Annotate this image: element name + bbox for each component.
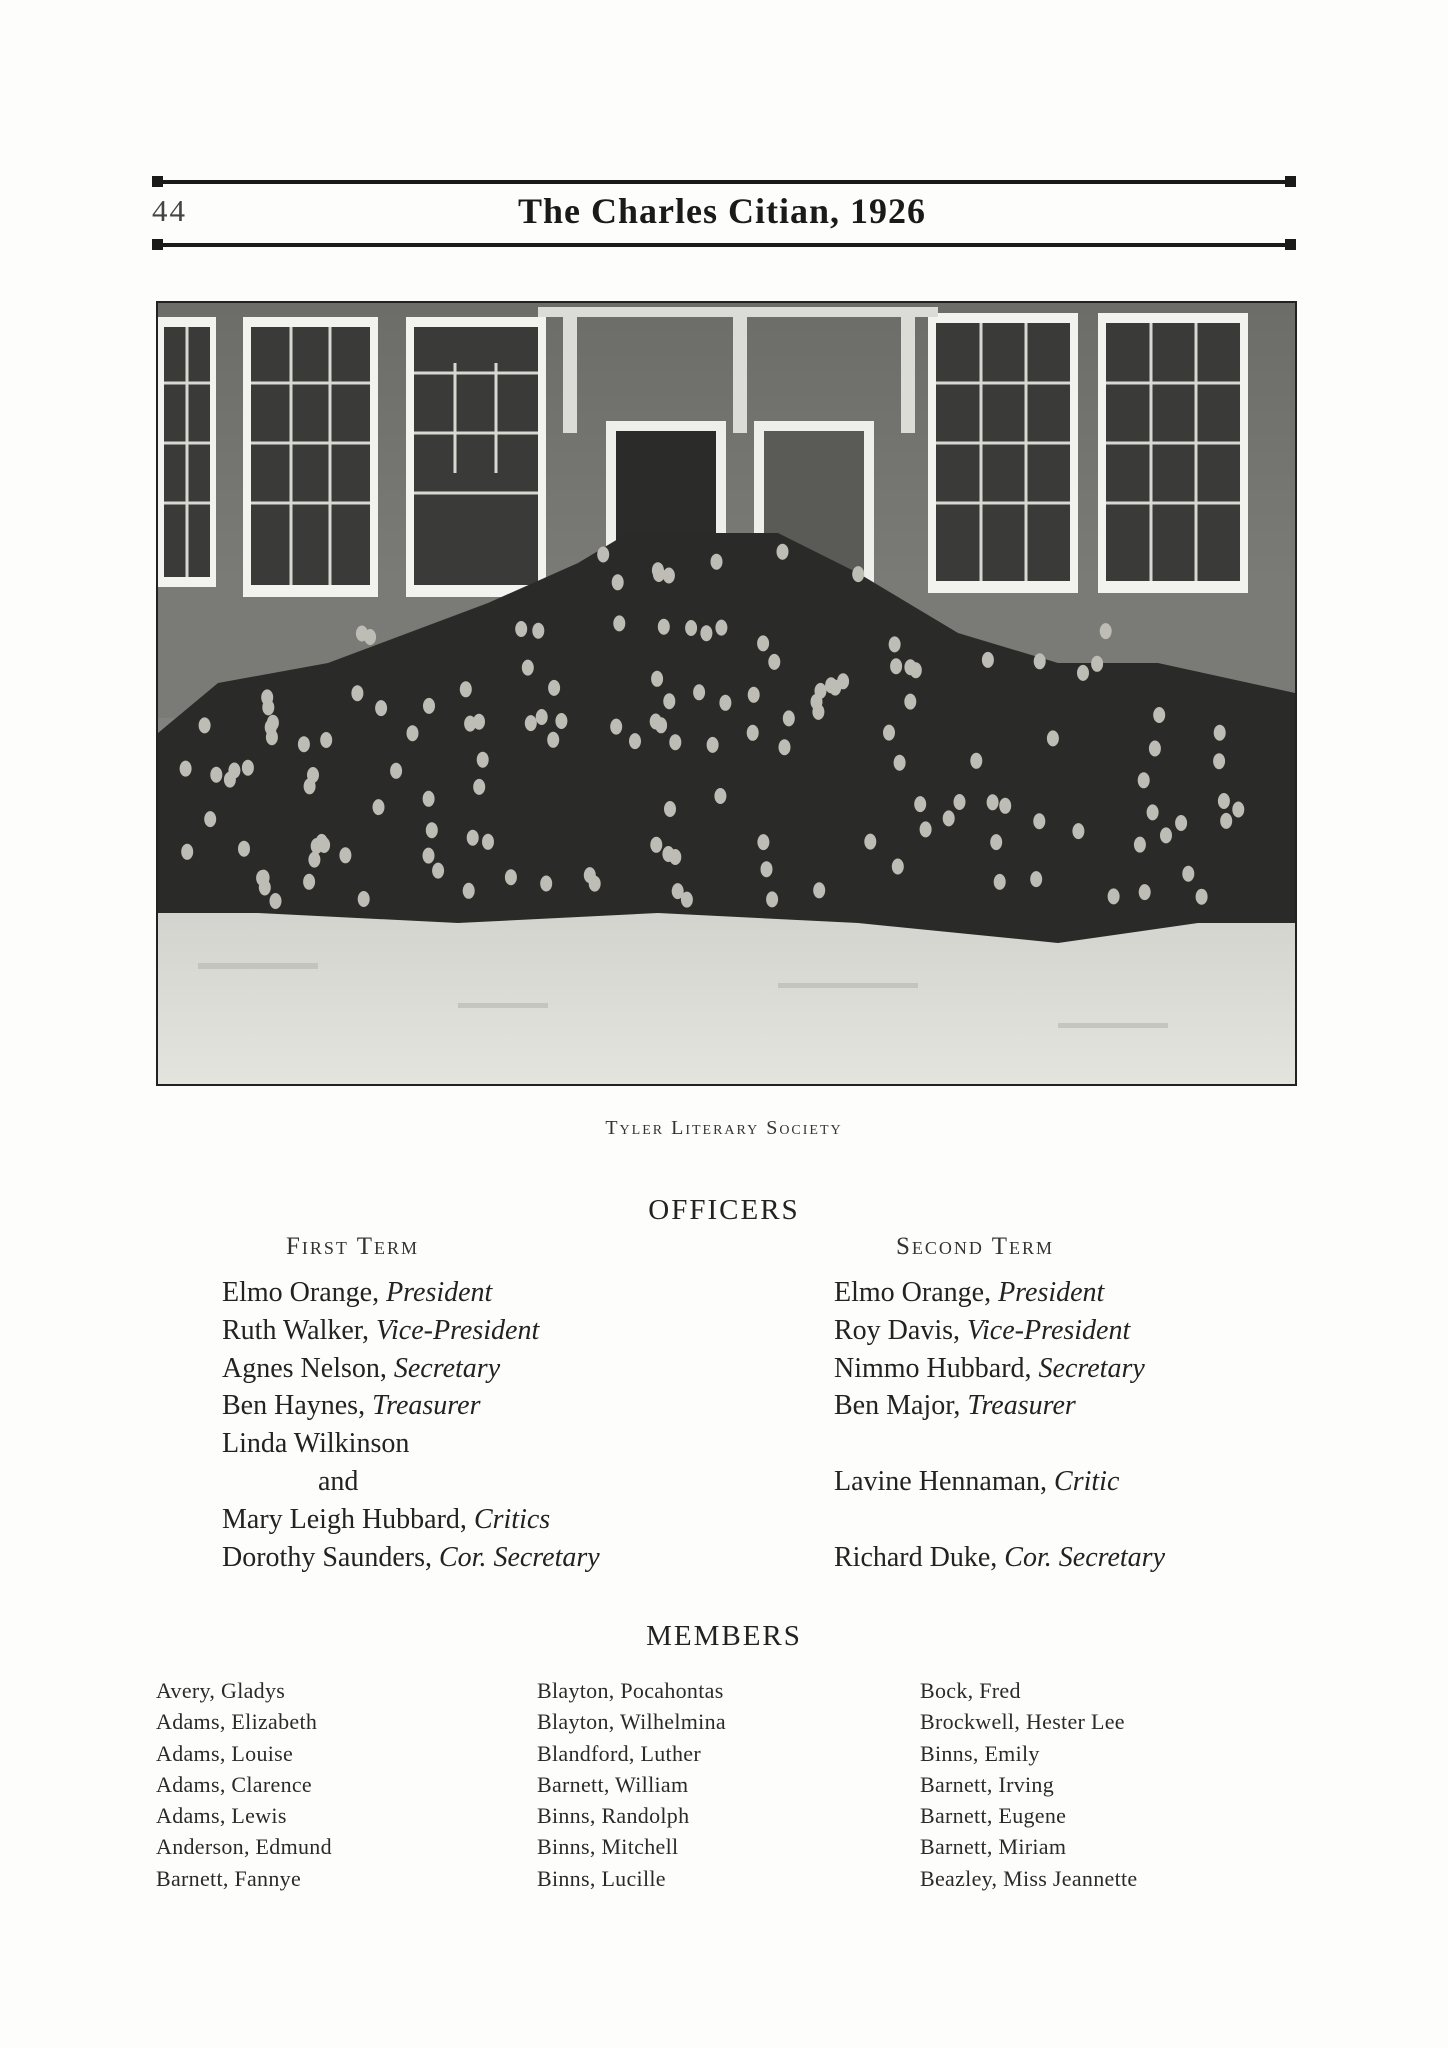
crowd-face (920, 821, 932, 837)
crowd-face (1218, 793, 1230, 809)
crowd-face (1153, 707, 1165, 723)
officer-line: and (318, 1465, 359, 1497)
officer-line: Mary Leigh Hubbard, Critics (222, 1503, 551, 1535)
crowd-face (432, 863, 444, 879)
member-name: Avery, Gladys (156, 1678, 286, 1703)
officer-line: Elmo Orange, President (834, 1277, 1105, 1308)
crowd-face (653, 566, 665, 582)
member-name: Barnett, Irving (920, 1771, 1055, 1797)
crowd-face (238, 841, 250, 857)
crowd-face (910, 662, 922, 678)
crowd-face (650, 714, 662, 730)
crowd-face (407, 725, 419, 741)
crowd-face (423, 791, 435, 807)
crowd-face (473, 714, 485, 730)
crowd-face (307, 767, 319, 783)
crowd-face (663, 693, 675, 709)
crowd-face (889, 636, 901, 652)
member-name: Barnett, Eugene (920, 1803, 1067, 1829)
crowd-face (681, 892, 693, 908)
crowd-face (987, 794, 999, 810)
crowd-face (864, 834, 876, 850)
member-name: Adams, Louise (156, 1740, 294, 1766)
crowd-face (320, 732, 332, 748)
members-column-2 (537, 1675, 726, 1894)
member-name: Blayton, Pocahontas (537, 1678, 724, 1703)
officer-line: Richard Duke, Cor. Secretary (834, 1541, 1166, 1573)
crowd-face (894, 755, 906, 771)
page-number: 44 (152, 193, 187, 228)
crowd-face (1196, 889, 1208, 905)
crowd-face (536, 709, 548, 725)
crowd-face (757, 635, 769, 651)
crowd-face (463, 883, 475, 899)
crowd-face (267, 715, 279, 731)
crowd-face (813, 882, 825, 898)
crowd-face (1134, 837, 1146, 853)
officer-line: Ben Major, Treasurer (834, 1390, 1076, 1422)
crowd-face (242, 760, 254, 776)
officer-line: Agnes Nelson, Secretary (222, 1352, 501, 1384)
crowd-face (1091, 656, 1103, 672)
crowd-face (892, 859, 904, 875)
crowd-face (1139, 884, 1151, 900)
crowd-face (356, 626, 368, 642)
crowd-face (994, 874, 1006, 890)
crowd-face (943, 810, 955, 826)
crowd-face (685, 620, 697, 636)
crowd-face (505, 869, 517, 885)
crowd-face (584, 867, 596, 883)
member-name: Blandford, Luther (537, 1740, 701, 1766)
crowd-face (812, 704, 824, 720)
crowd-face (970, 753, 982, 769)
crowd-face (316, 834, 328, 850)
crowd-face (990, 834, 1002, 850)
crowd-face (1077, 665, 1089, 681)
member-name: Beazley, Miss Jeannette (920, 1865, 1138, 1891)
crowd-face (525, 715, 537, 731)
crowd-face (547, 732, 559, 748)
crowd-face (1033, 813, 1045, 829)
crowd-face (837, 673, 849, 689)
crowd-face (298, 736, 310, 752)
officer-line: Ruth Walker, Vice-President (222, 1314, 540, 1346)
crowd-face (482, 834, 494, 850)
crowd-face (1100, 623, 1112, 639)
header-rule-bottom (152, 243, 1292, 247)
member-name: Adams, Elizabeth (156, 1709, 318, 1735)
crowd-face (477, 752, 489, 768)
crowd-face (747, 725, 759, 741)
crowd-face (210, 767, 222, 783)
crowd-face (1220, 813, 1232, 829)
member-name: Binns, Mitchell (537, 1834, 679, 1860)
crowd-face (719, 695, 731, 711)
second-term-heading: Second Term (896, 1233, 1054, 1260)
crowd-face (270, 893, 282, 909)
crowd-face (650, 837, 662, 853)
members-heading: MEMBERS (646, 1620, 802, 1652)
crowd-face (658, 619, 670, 635)
crowd-face (982, 652, 994, 668)
crowd-face (707, 737, 719, 753)
crowd-face (914, 796, 926, 812)
crowd-face (612, 574, 624, 590)
member-name: Binns, Randolph (537, 1803, 690, 1829)
officer-line: Elmo Orange, President (222, 1277, 493, 1308)
crowd-face (1138, 772, 1150, 788)
crowd-face (779, 739, 791, 755)
crowd-face (373, 799, 385, 815)
first-term-heading: First Term (286, 1233, 419, 1260)
crowd-face (662, 846, 674, 862)
crowd-face (768, 654, 780, 670)
member-name: Adams, Lewis (156, 1803, 287, 1829)
member-name: Binns, Lucille (537, 1865, 666, 1891)
crowd-face (883, 725, 895, 741)
members-column-1 (156, 1675, 332, 1894)
members-column-3 (920, 1675, 1137, 1894)
crowd-face (532, 623, 544, 639)
crowd-face (664, 801, 676, 817)
crowd-face (1160, 827, 1172, 843)
member-name: Blayton, Wilhelmina (537, 1709, 726, 1735)
crowd-face (426, 822, 438, 838)
header-rule-top (152, 180, 1292, 184)
crowd-face (1047, 730, 1059, 746)
crowd-face (613, 615, 625, 631)
crowd-face (715, 620, 727, 636)
crowd-face (351, 685, 363, 701)
crowd-face (256, 870, 268, 886)
crowd-face (629, 733, 641, 749)
crowd-face (390, 763, 402, 779)
crowd-face (714, 788, 726, 804)
member-name: Barnett, Miriam (920, 1834, 1067, 1860)
member-name: Barnett, Fannye (156, 1865, 302, 1891)
crowd-face (1072, 823, 1084, 839)
crowd-face (262, 699, 274, 715)
officer-line: Nimmo Hubbard, Secretary (834, 1352, 1145, 1384)
crowd-face (308, 852, 320, 868)
officer-line-blank (834, 1425, 1165, 1463)
crowd-face (597, 547, 609, 563)
officer-line: Linda Wilkinson (222, 1428, 410, 1460)
crowd-face (693, 684, 705, 700)
crowd-face (1214, 725, 1226, 741)
ornament-square (1285, 239, 1296, 250)
crowd-face (181, 844, 193, 860)
crowd-face (748, 687, 760, 703)
crowd-face (467, 830, 479, 846)
crowd-face (228, 763, 240, 779)
crowd-face (1147, 804, 1159, 820)
crowd-face (180, 761, 192, 777)
crowd-face (610, 719, 622, 735)
member-name: Bock, Fred (920, 1678, 1021, 1703)
first-term-officers (222, 1274, 600, 1576)
crowd-face (555, 713, 567, 729)
crowd-face (473, 779, 485, 795)
crowd-face (1232, 802, 1244, 818)
crowd-face (711, 554, 723, 570)
crowd-face (1213, 753, 1225, 769)
officers-heading: OFFICERS (648, 1194, 800, 1226)
crowd-face (460, 681, 472, 697)
running-title: The Charles Citian, 1926 (517, 191, 926, 231)
group-photograph (156, 301, 1297, 1086)
crowd-face (358, 891, 370, 907)
crowd-face (1149, 741, 1161, 757)
member-name: Binns, Emily (920, 1740, 1040, 1766)
officer-line: Dorothy Saunders, Cor. Secretary (222, 1541, 600, 1573)
crowd-face (999, 798, 1011, 814)
officer-line: Lavine Hennaman, Critic (834, 1465, 1120, 1497)
crowd-face (204, 811, 216, 827)
crowd-face (825, 677, 837, 693)
crowd-face (904, 694, 916, 710)
ornament-square (1285, 176, 1296, 187)
crowd-face (761, 861, 773, 877)
crowd-face (266, 729, 278, 745)
member-name: Barnett, William (537, 1771, 689, 1797)
crowd-face (515, 621, 527, 637)
crowd-face (1108, 888, 1120, 904)
crowd-face (540, 876, 552, 892)
crowd-face (777, 544, 789, 560)
crowd-face (890, 658, 902, 674)
ornament-square (152, 239, 163, 250)
crowd-face (423, 848, 435, 864)
officer-line: Ben Haynes, Treasurer (222, 1390, 481, 1422)
member-name: Brockwell, Hester Lee (920, 1709, 1125, 1735)
crowd-face (199, 717, 211, 733)
second-term-officers (834, 1274, 1165, 1576)
crowd-face (651, 671, 663, 687)
crowd-face (375, 700, 387, 716)
crowd-face (766, 891, 778, 907)
crowd-face (423, 698, 435, 714)
crowd-face (757, 834, 769, 850)
crowd-face (548, 680, 560, 696)
crowd-face (1175, 815, 1187, 831)
crowd-face (852, 566, 864, 582)
crowd-face (522, 660, 534, 676)
crowd-face (783, 710, 795, 726)
crowd-face (700, 625, 712, 641)
member-name: Anderson, Edmund (156, 1834, 332, 1860)
crowd-face (339, 847, 351, 863)
officer-line: Roy Davis, Vice-President (834, 1314, 1131, 1346)
crowd-face (303, 874, 315, 890)
officer-line-blank (834, 1501, 1165, 1539)
crowd-face (1030, 871, 1042, 887)
crowd-face (1034, 653, 1046, 669)
photo-caption: Tyler Literary Society (605, 1117, 843, 1139)
member-name: Adams, Clarence (156, 1771, 312, 1797)
crowd-face (669, 734, 681, 750)
crowd-face (954, 794, 966, 810)
ornament-square (152, 176, 163, 187)
crowd-face (1182, 866, 1194, 882)
